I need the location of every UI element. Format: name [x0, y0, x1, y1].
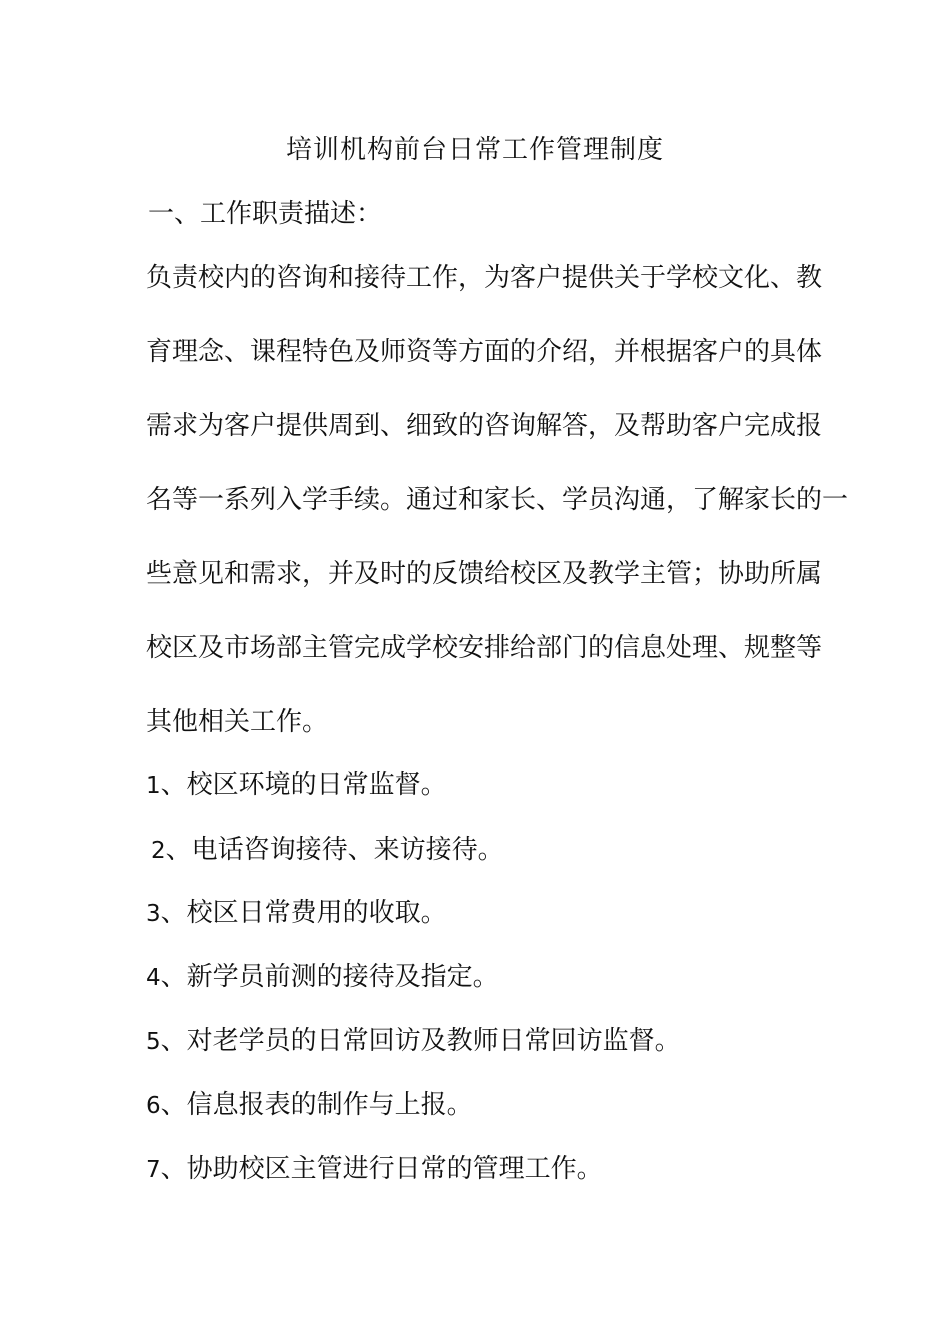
paragraph-line: 其他相关工作。	[146, 707, 329, 737]
document-title: 培训机构前台日常工作管理制度	[285, 135, 664, 165]
paragraph-line: 些意见和需求，并及时的反馈给校区及教学主管；协助所属	[146, 559, 823, 589]
list-item-number: 3	[146, 901, 161, 927]
list-item	[146, 957, 499, 998]
list-item-number: 2	[151, 838, 166, 864]
section-heading: 一、工作职责描述：	[148, 199, 383, 229]
list-item-text: 、信息报表的制作与上报。	[160, 1090, 473, 1120]
list-item-text: 、校区环境的日常监督。	[160, 770, 447, 800]
paragraph-line: 名等一系列入学手续。通过和家长、学员沟通，了解家长的一	[146, 485, 849, 515]
list-item	[146, 1021, 681, 1062]
list-item	[146, 1149, 603, 1190]
list-item-number: 5	[146, 1029, 161, 1055]
list-item	[151, 830, 504, 871]
paragraph-line: 负责校内的咨询和接待工作，为客户提供关于学校文化、教	[146, 263, 823, 293]
list-item-text: 、电话咨询接待、来访接待。	[165, 835, 504, 865]
list-item-text: 、校区日常费用的收取。	[160, 898, 447, 928]
list-item	[146, 893, 447, 934]
paragraph-line: 育理念、课程特色及师资等方面的介绍，并根据客户的具体	[146, 337, 823, 367]
list-item-number: 1	[146, 773, 161, 799]
list-item	[146, 765, 447, 806]
list-item-text: 、协助校区主管进行日常的管理工作。	[160, 1154, 603, 1184]
list-item-number: 4	[146, 965, 161, 991]
list-item-text: 、对老学员的日常回访及教师日常回访监督。	[160, 1026, 681, 1056]
paragraph-line: 需求为客户提供周到、细致的咨询解答，及帮助客户完成报	[146, 411, 823, 441]
list-item	[146, 1085, 473, 1126]
list-item-text: 、新学员前测的接待及指定。	[160, 962, 499, 992]
paragraph-line: 校区及市场部主管完成学校安排给部门的信息处理、规整等	[146, 633, 823, 663]
list-item-number: 6	[146, 1093, 161, 1119]
list-item-number: 7	[146, 1157, 161, 1183]
